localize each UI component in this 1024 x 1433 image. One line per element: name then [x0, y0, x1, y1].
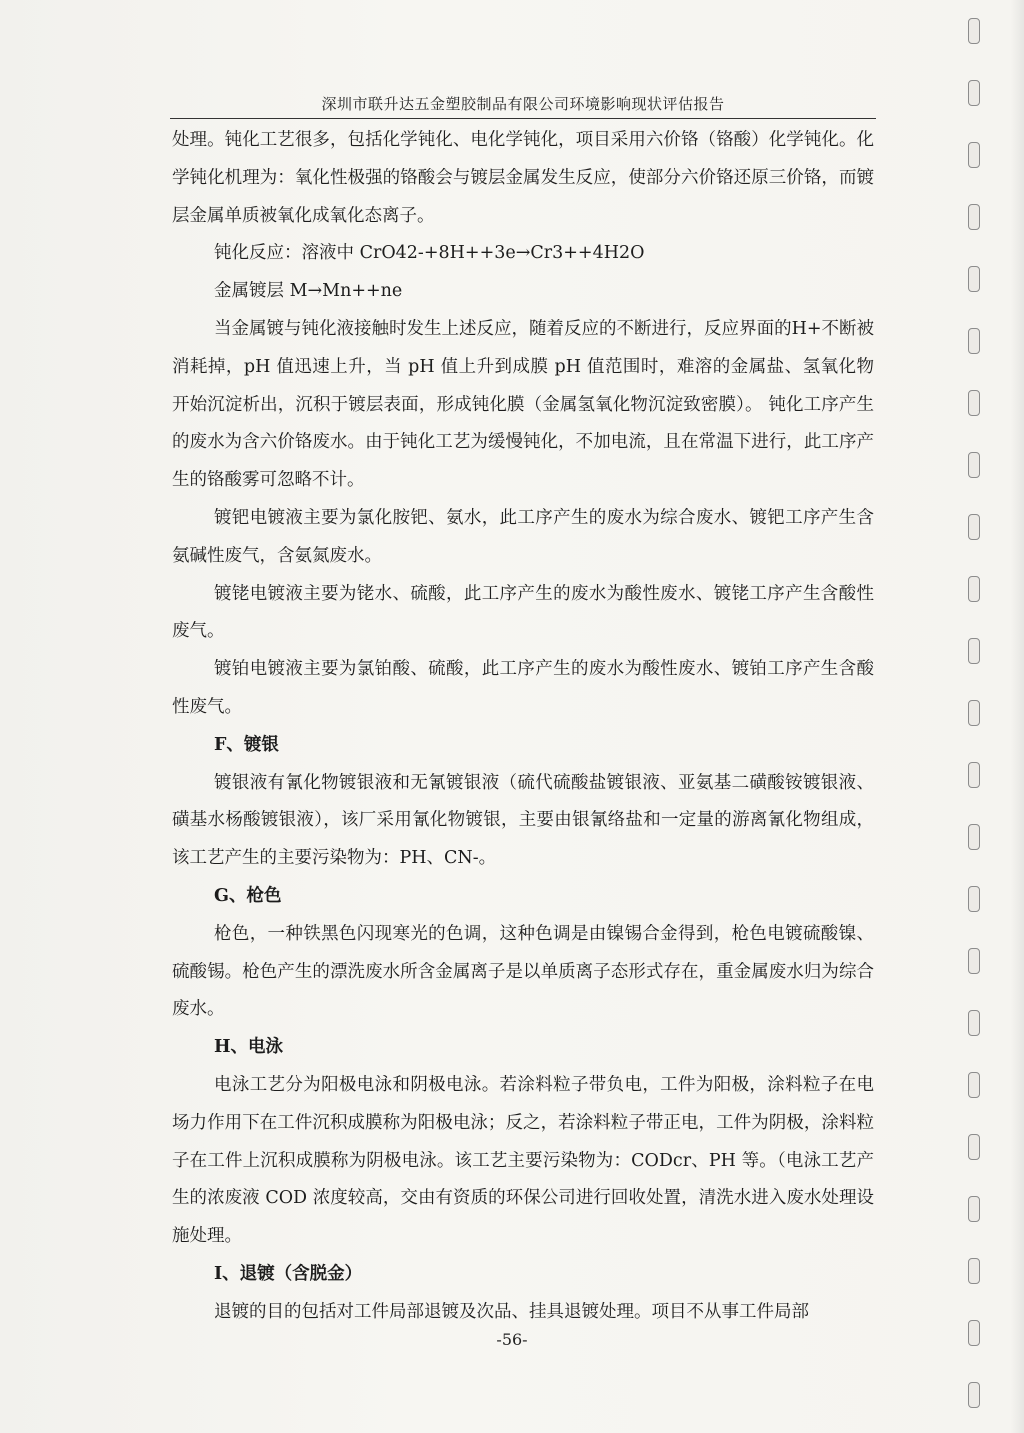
binder-hole	[968, 948, 980, 974]
paragraph-passivation-intro: 处理。钝化工艺很多，包括化学钝化、电化学钝化，项目采用六价铬（铬酸）化学钝化。化学钝化机理为：氧化性极强的铬酸会与镀层金属发生反应，使部分六价铬还原三价铬，而镀层金属单质被氧化成氧化态离子。	[172, 130, 874, 226]
binder-hole	[968, 1382, 980, 1408]
metal-formula: M→Mn++ne	[289, 281, 403, 302]
binder-hole	[968, 514, 980, 540]
binder-hole	[968, 390, 980, 416]
paragraph-palladium: 镀钯电镀液主要为氯化胺钯、氨水，此工序产生的废水为综合废水、镀钯工序产生含氨碱性废气，含氨氮废水。	[172, 507, 874, 566]
binder-hole	[968, 1196, 980, 1222]
binder-hole	[968, 638, 980, 664]
section-heading-gun-color: G、枪色	[214, 885, 282, 906]
binder-hole	[968, 1134, 980, 1160]
binder-hole	[968, 1010, 980, 1036]
reaction-formula: CrO42-+8H++3e→Cr3++4H2O	[359, 243, 645, 264]
passivation-reaction-line	[172, 235, 874, 273]
binder-hole	[968, 1072, 980, 1098]
binder-hole	[968, 266, 980, 292]
paragraph-electrophoresis: 电泳工艺分为阳极电泳和阴极电泳。若涂料粒子带负电，工件为阳极，涂料粒子在电场力作用下在工件沉积成膜称为阳极电泳；反之，若涂料粒子带正电，工件为阴极，涂料粒子在工件上沉积成膜称为阴极电泳。该工艺主要污染物为：CODcr、PH 等。（电泳工艺产生的浓废液 COD 浓度较高，交由有资质的环保公司进行回收处置，清洗水进入废水处理设施处理。	[172, 1074, 874, 1247]
binder-hole	[968, 142, 980, 168]
reaction-label: 钝化反应：溶液中	[214, 243, 360, 264]
page-number: -56-	[496, 1330, 528, 1349]
binder-hole	[968, 204, 980, 230]
paragraph-rhodium: 镀铑电镀液主要为铑水、硫酸，此工序产生的废水为酸性废水、镀铑工序产生含酸性废气。	[172, 583, 874, 642]
metal-label: 金属镀层	[214, 281, 290, 302]
page-body	[172, 122, 874, 1332]
paragraph-silver-plating: 镀银液有氰化物镀银液和无氰镀银液（硫代硫酸盐镀银液、亚氨基二磺酸铵镀银液、磺基水杨酸镀银液），该厂采用氰化物镀银，主要由银氰络盐和一定量的游离氰化物组成，该工艺产生的主要污染物为：PH、CN-。	[172, 772, 874, 869]
paragraph-gun-color: 枪色，一种铁黑色闪现寒光的色调，这种色调是由镍锡合金得到，枪色电镀硫酸镍、硫酸锡。枪色产生的漂洗废水所含金属离子是以单质离子态形式存在，重金属废水归为综合废水。	[172, 923, 874, 1020]
header-divider	[170, 118, 876, 119]
binder-hole	[968, 886, 980, 912]
binder-hole	[968, 824, 980, 850]
binder-hole	[968, 762, 980, 788]
metal-layer-line	[172, 273, 874, 311]
binder-hole	[968, 1320, 980, 1346]
binder-hole	[968, 80, 980, 106]
binder-hole	[968, 452, 980, 478]
binder-hole	[968, 1258, 980, 1284]
section-heading-deplating: I、退镀（含脱金）	[214, 1263, 363, 1284]
page-edge-shadow	[1010, 0, 1024, 1433]
section-heading-silver-plating: F、镀银	[214, 734, 279, 755]
binder-hole	[968, 18, 980, 44]
paragraph-passivation-process: 当金属镀与钝化液接触时发生上述反应，随着反应的不断进行，反应界面的H+不断被消耗掉，pH 值迅速上升，当 pH 值上升到成膜 pH 值范围时，难溶的金属盐、氢氧化物开始沉淀析出，沉积于镀层表面，形成钝化膜（金属氢氧化物沉淀致密膜）。 钝化工序产生的废水为含六价铬废水。由于钝化工艺为缓慢钝化，不加电流，且在常温下进行，此工序产生的铬酸雾可忽略不计。	[172, 318, 874, 491]
report-header-title: 深圳市联升达五金塑胶制品有限公司环境影响现状评估报告	[321, 95, 725, 113]
paragraph-deplating: 退镀的目的包括对工件局部退镀及次品、挂具退镀处理。项目不从事工件局部	[214, 1301, 809, 1322]
section-heading-electrophoresis: H、电泳	[214, 1037, 284, 1058]
binder-hole	[968, 700, 980, 726]
paragraph-platinum: 镀铂电镀液主要为氯铂酸、硫酸，此工序产生的废水为酸性废水、镀铂工序产生含酸性废气。	[172, 659, 874, 717]
binder-hole	[968, 576, 980, 602]
binder-hole	[968, 328, 980, 354]
